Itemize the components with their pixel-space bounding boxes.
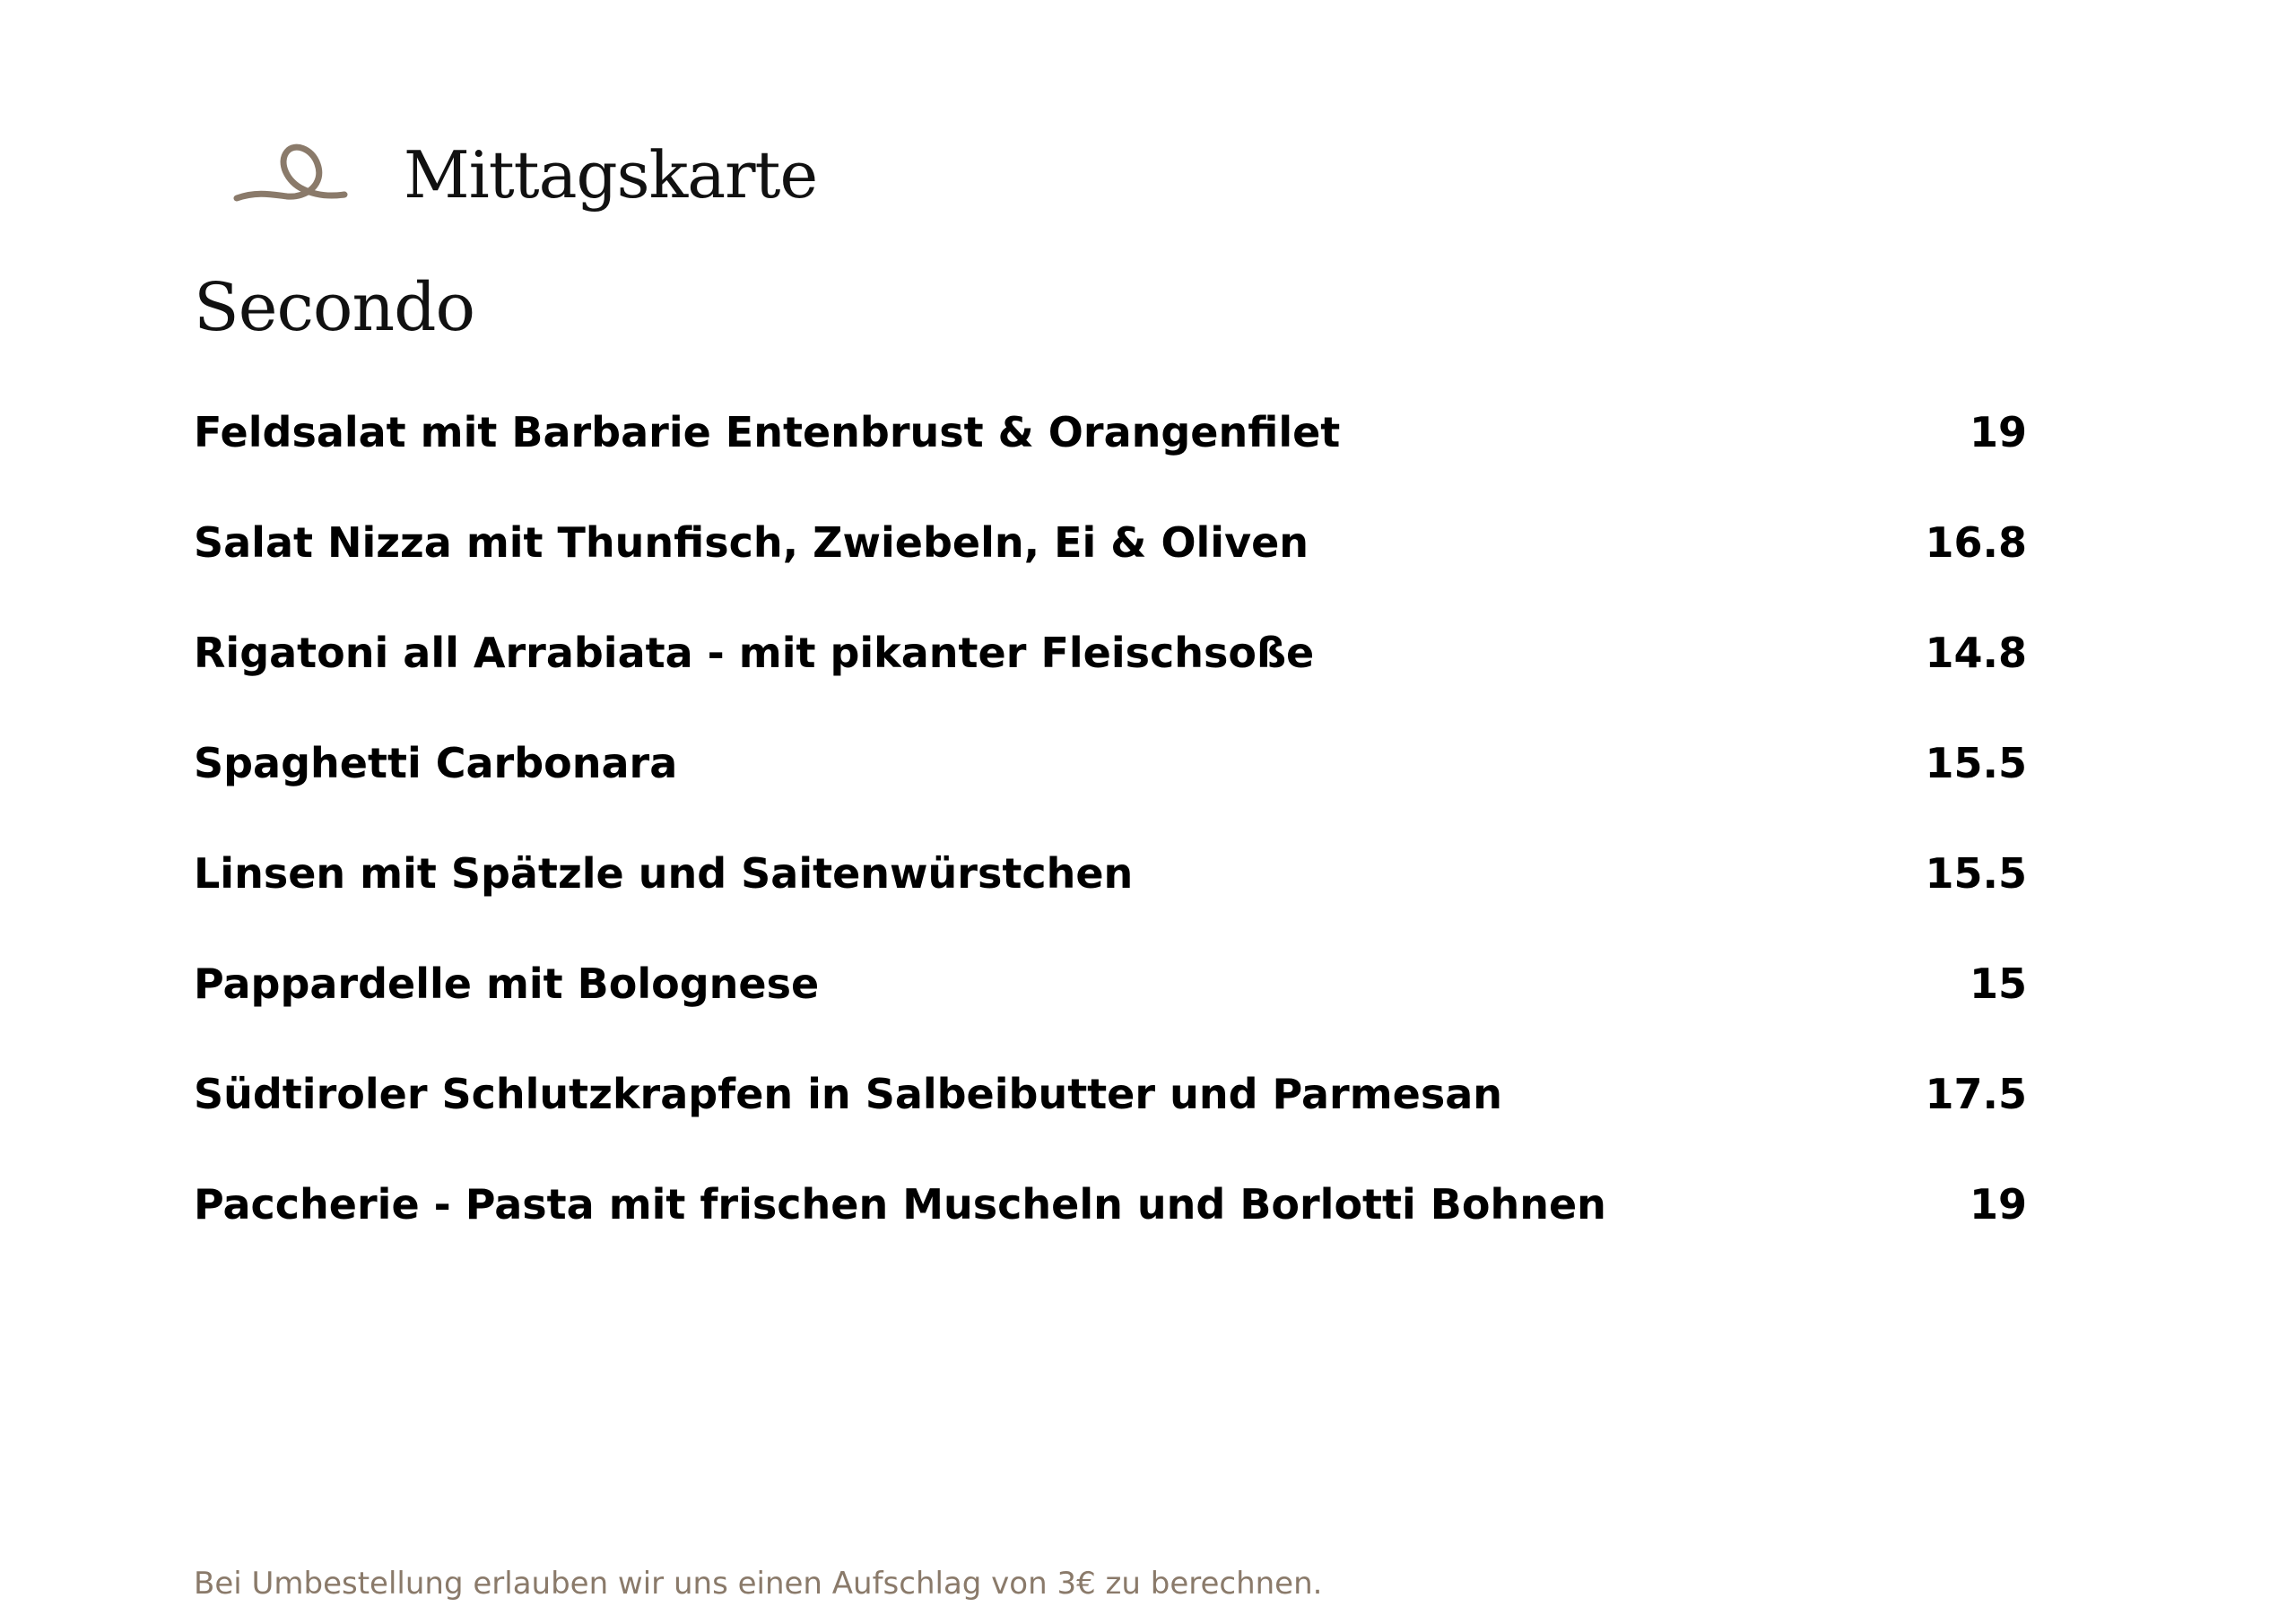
menu-item <box>194 408 2027 518</box>
item-name: Rigatoni all Arrabiata - mit pikanter Fleischsoße <box>194 629 1315 677</box>
item-price: 15.5 <box>1925 849 2027 898</box>
section-title: Secondo <box>194 269 475 346</box>
menu-item <box>194 629 2027 739</box>
surcharge-note: Bei Umbestellung erlauben wir uns einen Aufschlag von 3€ zu berechnen. <box>194 1566 1323 1602</box>
page-header <box>231 117 817 233</box>
item-name: Südtiroler Schlutzkrapfen in Salbeibutter und Parmesan <box>194 1070 1503 1118</box>
menu-item <box>194 960 2027 1070</box>
item-name: Spaghetti Carbonara <box>194 739 678 787</box>
menu-list <box>194 408 2027 1290</box>
menu-item <box>194 1070 2027 1180</box>
item-name: Pappardelle mit Bolognese <box>194 960 820 1008</box>
item-price: 19 <box>1969 408 2027 456</box>
menu-item <box>194 1180 2027 1290</box>
item-name: Feldsalat mit Barbarie Entenbrust & Orangenfilet <box>194 408 1341 456</box>
menu-item <box>194 739 2027 849</box>
item-price: 19 <box>1969 1180 2027 1229</box>
menu-item <box>194 518 2027 629</box>
item-price: 15.5 <box>1925 739 2027 787</box>
item-name: Linsen mit Spätzle und Saitenwürstchen <box>194 849 1134 898</box>
page-title: Mittagskarte <box>404 137 818 213</box>
item-price: 14.8 <box>1925 629 2027 677</box>
loop-swirl-icon <box>231 130 350 220</box>
item-name: Paccherie - Pasta mit frischen Muscheln und Borlotti Bohnen <box>194 1180 1606 1229</box>
item-price: 17.5 <box>1925 1070 2027 1118</box>
item-price: 16.8 <box>1925 518 2027 567</box>
item-price: 15 <box>1969 960 2027 1008</box>
item-name: Salat Nizza mit Thunfisch, Zwiebeln, Ei & Oliven <box>194 518 1309 567</box>
menu-item <box>194 849 2027 960</box>
